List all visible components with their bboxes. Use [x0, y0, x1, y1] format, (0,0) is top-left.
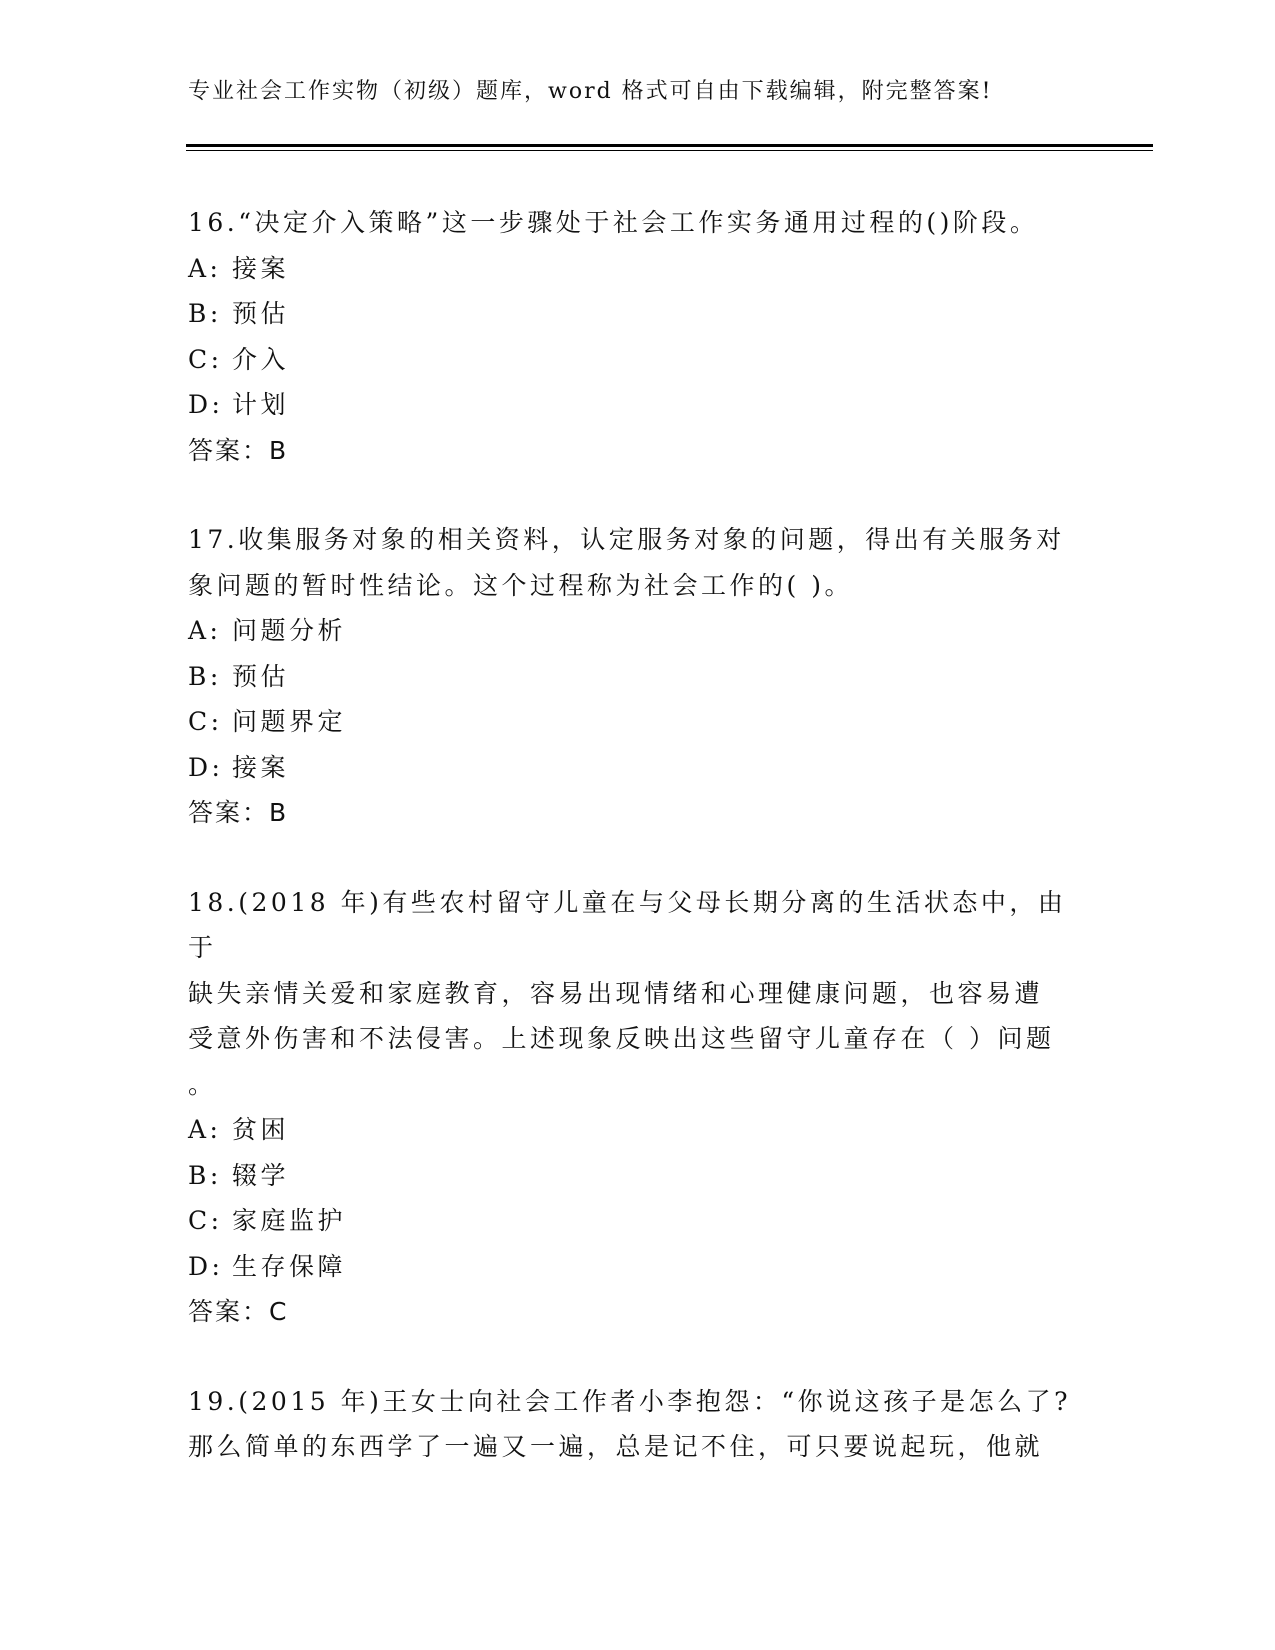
answer-line: 答案：C: [188, 1297, 289, 1326]
question-16: [188, 200, 1088, 473]
option-c: [188, 337, 1088, 383]
question-19: [188, 1379, 1088, 1470]
option-letter: A:: [188, 253, 222, 283]
option-d: [188, 745, 1088, 791]
option-letter: C:: [188, 344, 223, 374]
option-letter: B:: [188, 299, 222, 328]
option-text: 问题界定: [232, 707, 347, 736]
question-list: [188, 200, 1088, 1514]
option-a: [188, 608, 1088, 654]
option-a: [188, 246, 1088, 292]
option-letter: A:: [188, 616, 222, 645]
option-text: 接案: [232, 752, 290, 782]
question-18: [188, 880, 1088, 1335]
question-stem-line: 18.(2018 年)有些农村留守儿童在与父母长期分离的生活状态中，由于: [188, 887, 1067, 962]
option-letter: C:: [188, 707, 223, 736]
option-text: 预估: [232, 299, 290, 328]
option-letter: A:: [188, 1115, 222, 1144]
option-b: [188, 1153, 1088, 1199]
option-text: 问题分析: [232, 616, 347, 645]
answer-line: 答案：B: [188, 435, 289, 465]
question-stem-line: 缺失亲情关爱和家庭教育，容易出现情绪和心理健康问题，也容易遭: [188, 978, 1044, 1008]
option-c: [188, 1198, 1088, 1244]
question-stem-line: 。: [188, 1069, 217, 1099]
option-text: 预估: [232, 661, 290, 691]
option-letter: B:: [188, 1160, 222, 1190]
question-stem-line: 19.(2015 年)王女士向社会工作者小李抱怨：“你说这孩子是怎么了?: [188, 1386, 1072, 1416]
option-text: 介入: [232, 344, 290, 374]
option-letter: D:: [188, 390, 224, 419]
question-17: [188, 517, 1088, 836]
option-letter: B:: [188, 661, 222, 691]
option-text: 生存保障: [232, 1251, 347, 1281]
option-b: [188, 654, 1088, 700]
question-stem-line: 那么简单的东西学了一遍又一遍，总是记不住，可只要说起玩，他就: [188, 1432, 1044, 1461]
question-stem-line: 象问题的暂时性结论。这个过程称为社会工作的( )。: [188, 570, 853, 600]
question-stem-line: 受意外伤害和不法侵害。上述现象反映出这些留守儿童存在（ ）问题: [188, 1024, 1055, 1053]
option-text: 辍学: [232, 1160, 290, 1190]
header-divider: [186, 144, 1153, 151]
question-stem-line: 16.“决定介入策略”这一步骤处于社会工作实务通用过程的()阶段。: [188, 208, 1039, 237]
option-d: [188, 1244, 1088, 1290]
option-letter: D:: [188, 752, 224, 782]
option-letter: D:: [188, 1251, 224, 1281]
option-a: [188, 1107, 1088, 1153]
option-text: 家庭监护: [232, 1206, 347, 1235]
option-text: 贫困: [232, 1115, 290, 1144]
option-c: [188, 699, 1088, 745]
option-d: [188, 382, 1088, 428]
question-stem-line: 17.收集服务对象的相关资料，认定服务对象的问题，得出有关服务对: [188, 525, 1065, 554]
option-b: [188, 291, 1088, 337]
option-letter: C:: [188, 1206, 223, 1235]
page-header: 专业社会工作实物（初级）题库，word 格式可自由下载编辑，附完整答案!: [188, 79, 993, 104]
option-text: 接案: [232, 253, 290, 283]
answer-line: 答案：B: [188, 798, 289, 827]
option-text: 计划: [232, 390, 290, 419]
